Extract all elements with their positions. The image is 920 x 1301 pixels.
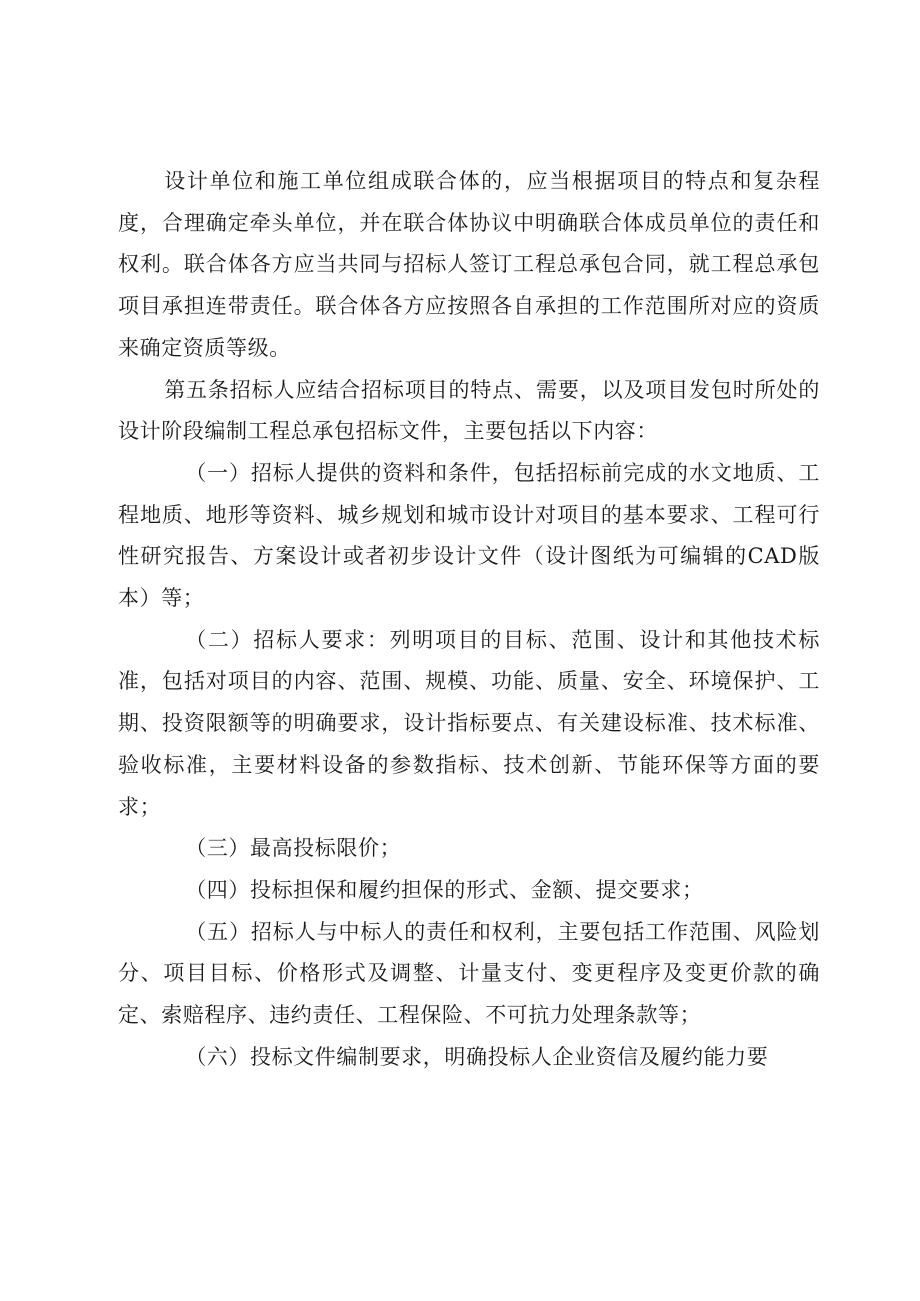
document-body [118,161,820,1078]
list-item-1: （一）招标人提供的资料和条件，包括招标前完成的水文地质、工程地质、地形等资料、城乡规划和城市设计对项目的基本要求、工程可行性研究报告、方案设计或者初步设计文件（设计图纸为可编辑的CAD版本）等； [118,460,820,611]
list-item-4: （四）投标担保和履约担保的形式、金额、提交要求； [185,877,704,902]
list-item-6: （六）投标文件编制要求，明确投标人企业资信及履约能力要 [185,1044,769,1069]
list-item-2: （二）招标人要求：列明项目的目标、范围、设计和其他技术标准，包括对项目的内容、范围、规模、功能、质量、安全、环境保护、工期、投资限额等的明确要求，设计指标要点、有关建设标准、技术标准、验收标准，主要材料设备的参数指标、技术创新、节能环保等方面的要求； [118,627,820,819]
paragraph-article-5: 第五条招标人应结合招标项目的特点、需要，以及项目发包时所处的设计阶段编制工程总承包招标文件，主要包括以下内容： [118,377,820,444]
paragraph-consortium: 设计单位和施工单位组成联合体的，应当根据项目的特点和复杂程度，合理确定牵头单位，并在联合体协议中明确联合体成员单位的责任和权利。联合体各方应当共同与招标人签订工程总承包合同，就工程总承包项目承担连带责任。联合体各方应按照各自承担的工作范围所对应的资质来确定资质等级。 [118,169,820,360]
list-item-5: （五）招标人与中标人的责任和权利，主要包括工作范围、风险划分、项目目标、价格形式及调整、计量支付、变更程序及变更价款的确定、索赔程序、违约责任、工程保险、不可抗力处理条款等； [118,919,820,1028]
list-item-3: （三）最高投标限价； [185,836,402,861]
